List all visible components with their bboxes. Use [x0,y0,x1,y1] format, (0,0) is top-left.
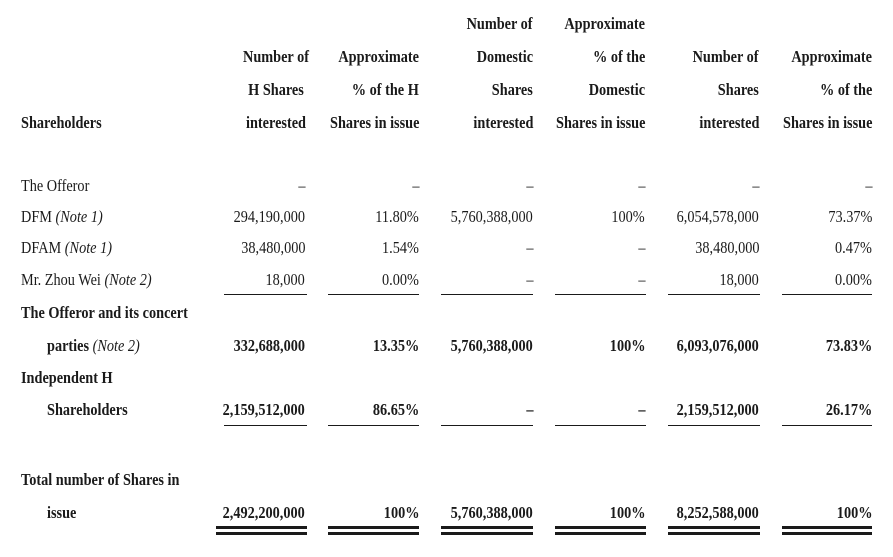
note-ref: (Note 1) [64,238,112,257]
header-col4-line2: % of the [592,47,645,66]
table-cell: – [751,176,759,195]
double-rule-bottom [216,532,307,535]
table-row-label: Total number of Shares in [21,470,180,489]
note-ref: (Note 1) [55,207,103,226]
divider [328,294,419,295]
divider [224,425,307,426]
note-ref: (Note 2) [104,270,152,289]
table-cell: 38,480,000 [694,238,759,257]
table-cell: 5,760,388,000 [450,336,533,355]
double-rule-bottom [555,532,646,535]
double-rule-top [216,526,307,529]
double-rule-top [668,526,760,529]
table-cell: 1.54% [382,238,419,257]
divider [555,425,646,426]
table-row-label: Shareholders [47,400,128,419]
divider [782,425,872,426]
table-cell: 2,492,200,000 [222,503,305,522]
divider [668,294,760,295]
table-cell: 18,000 [265,270,305,289]
table-cell: 2,159,512,000 [222,400,305,419]
double-rule-top [328,526,419,529]
table-cell: 2,159,512,000 [676,400,759,419]
table-cell: – [525,176,533,195]
table-cell: – [637,238,645,257]
table-cell: – [637,176,645,195]
table-cell: 5,760,388,000 [450,503,533,522]
header-shareholders: Shareholders [21,113,102,132]
header-col4-line1: Approximate [564,14,645,33]
table-cell: 294,190,000 [233,207,305,226]
table-cell: – [525,400,533,419]
divider [668,425,760,426]
divider [328,425,419,426]
double-rule-bottom [782,532,872,535]
table-row-label: Independent H [21,368,113,387]
header-col3-line4: interested [472,113,533,132]
divider [782,294,872,295]
table-cell: 0.00% [835,270,872,289]
divider [224,294,307,295]
table-cell: – [637,270,645,289]
double-rule-top [782,526,872,529]
table-row-label: The Offeror and its concert [21,303,188,322]
header-col3-line2: Domestic [476,47,533,66]
table-cell: – [297,176,305,195]
table-cell: 86.65% [372,400,419,419]
table-cell: – [525,270,533,289]
table-cell: 8,252,588,000 [676,503,759,522]
table-cell: 38,480,000 [240,238,305,257]
table-cell: 5,760,388,000 [450,207,533,226]
table-row-label [21,207,103,227]
table-row-label [47,336,140,356]
table-cell: – [864,176,872,195]
table-row-label [21,270,152,290]
row-name: Mr. Zhou Wei [21,270,101,289]
table-cell: 100% [611,207,645,226]
header-col2-line1: Approximate [338,47,419,66]
table-cell: 6,054,578,000 [676,207,759,226]
double-rule-bottom [668,532,760,535]
double-rule-top [555,526,646,529]
header-col6-line2: % of the [819,80,872,99]
header-col4-line3: Domestic [588,80,645,99]
table-cell: – [637,400,645,419]
divider [441,294,533,295]
divider [555,294,646,295]
table-cell: 100% [609,336,645,355]
header-col3-line3: Shares [491,80,533,99]
table-cell: 100% [383,503,419,522]
table-cell: 11.80% [375,207,419,226]
table-cell: 0.00% [382,270,419,289]
row-name: DFAM [21,238,62,257]
header-col1-line2: H Shares [248,80,304,99]
header-col5-line1: Number of [693,47,759,66]
double-rule-top [441,526,533,529]
table-cell: 100% [609,503,645,522]
note-ref: (Note 2) [92,336,140,355]
header-col2-line2: % of the H [351,80,419,99]
double-rule-bottom [328,532,419,535]
table-cell: 100% [836,503,872,522]
row-name: parties [47,336,90,355]
header-col1-line1: Number of [243,47,309,66]
header-col5-line3: interested [698,113,759,132]
divider [441,425,533,426]
header-col2-line3: Shares in issue [329,113,419,132]
table-cell: 13.35% [372,336,419,355]
row-name: DFM [21,207,52,226]
table-cell: 26.17% [825,400,872,419]
header-col1-line3: interested [245,113,307,132]
table-cell: 6,093,076,000 [676,336,759,355]
double-rule-bottom [441,532,533,535]
table-cell: 73.83% [825,336,872,355]
table-cell: 0.47% [835,238,872,257]
table-cell: 73.37% [827,207,872,226]
table-cell: – [525,238,533,257]
table-cell: 332,688,000 [233,336,305,355]
table-cell: 18,000 [719,270,759,289]
table-row-label: The Offeror [21,176,90,195]
table-row-label [21,238,112,258]
table-row-label: issue [47,503,77,522]
header-col5-line2: Shares [717,80,759,99]
table-cell: – [411,176,419,195]
header-col6-line1: Approximate [791,47,872,66]
header-col3-line1: Number of [467,14,533,33]
header-col6-line3: Shares in issue [782,113,872,132]
header-col4-line4: Shares in issue [555,113,645,132]
